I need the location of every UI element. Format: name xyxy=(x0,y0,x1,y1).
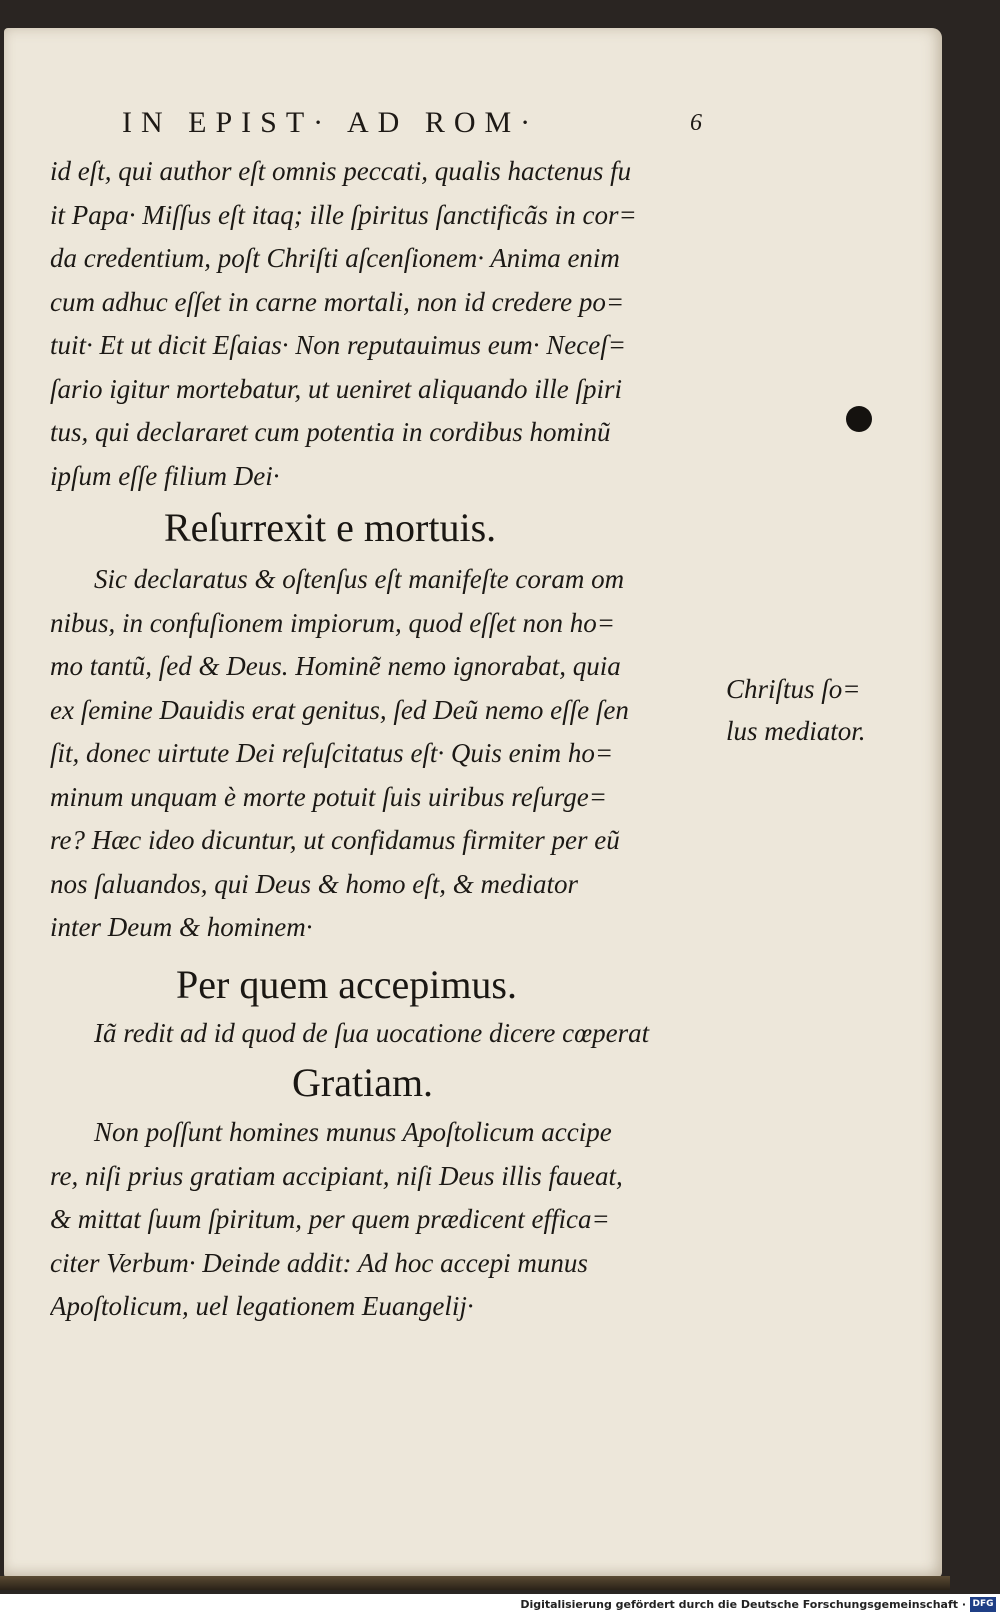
text-line: re, niſi prius gratiam accipiant, niſi Deus illis faueat, xyxy=(50,1160,623,1191)
page-bottom-edge xyxy=(0,1576,950,1590)
marginal-note-line: Chriſtus ſo= xyxy=(726,674,861,704)
text-line: Non poſſunt homines munus Apoſtolicum accipe xyxy=(94,1117,612,1147)
text-line: tus, qui declararet cum potentia in cordibus hominũ xyxy=(50,417,611,447)
text-line: minum unquam è morte potuit ſuis uiribus reſurge= xyxy=(50,781,607,812)
main-text-block xyxy=(50,150,730,1329)
section-heading-gratiam: Gratiam. xyxy=(292,1060,434,1105)
text-line: Iã redit ad id quod de ſua uocatione dicere cœperat xyxy=(94,1017,650,1048)
section-heading-per-quem: Per quem accepimus. xyxy=(176,961,517,1007)
text-line: da credentium, poſt Chriſti aſcenſionem· Anima enim xyxy=(50,243,620,273)
text-line: id eſt, qui author eſt omnis peccati, qualis hactenus fu xyxy=(50,156,632,186)
text-line: tuit· Et ut dicit Eſaias· Non reputauimus eum· Neceſ= xyxy=(50,330,626,360)
text-line: ipſum eſſe filium Dei· xyxy=(50,460,280,491)
ink-blot xyxy=(846,406,872,432)
text-line: re? Hæc ideo dicuntur, ut confidamus firmiter per eũ xyxy=(50,825,620,855)
text-line: nibus, in confuſionem impiorum, quod eſſet non ho= xyxy=(50,607,615,638)
text-line: ſit, donec uirtute Dei reſuſcitatus eſt· Quis enim ho= xyxy=(50,738,614,768)
text-line: it Papa· Miſſus eſt itaq; ille ſpiritus ſanctificãs in cor= xyxy=(50,199,637,230)
marginal-note-line: lus mediator. xyxy=(726,716,866,746)
dfg-logo-icon: DFG xyxy=(970,1597,996,1612)
page-number: 6 xyxy=(690,110,702,136)
footer-credit: Digitalisierung gefördert durch die Deutsche Forschungsgemeinschaft · xyxy=(520,1598,966,1611)
marginal-note xyxy=(726,668,936,752)
text-line: ſario igitur mortebatur, ut ueniret aliquando ille ſpiri xyxy=(50,373,623,404)
text-line: ex ſemine Dauidis erat genitus, ſed Deũ nemo eſſe ſen xyxy=(50,694,629,725)
text-line: cum adhuc eſſet in carne mortali, non id credere po= xyxy=(50,286,625,317)
text-line: inter Deum & hominem· xyxy=(50,912,313,942)
text-line: Sic declaratus & oſtenſus eſt manifeſte coram om xyxy=(94,564,625,594)
text-line: citer Verbum· Deinde addit: Ad hoc accepi munus xyxy=(50,1247,588,1278)
text-line: & mittat ſuum ſpiritum, per quem prædicent effica= xyxy=(50,1204,610,1234)
text-line: Apoſtolicum, uel legationem Euangelij· xyxy=(50,1291,474,1321)
section-heading-resurrexit: Reſurrexit e mortuis. xyxy=(164,505,497,550)
running-head: IN EPIST· AD ROM· xyxy=(122,106,540,139)
text-line: mo tantũ, ſed & Deus. Hominẽ nemo ignorabat, quia xyxy=(50,651,621,681)
text-line: nos ſaluandos, qui Deus & homo eſt, & mediator xyxy=(50,868,578,899)
